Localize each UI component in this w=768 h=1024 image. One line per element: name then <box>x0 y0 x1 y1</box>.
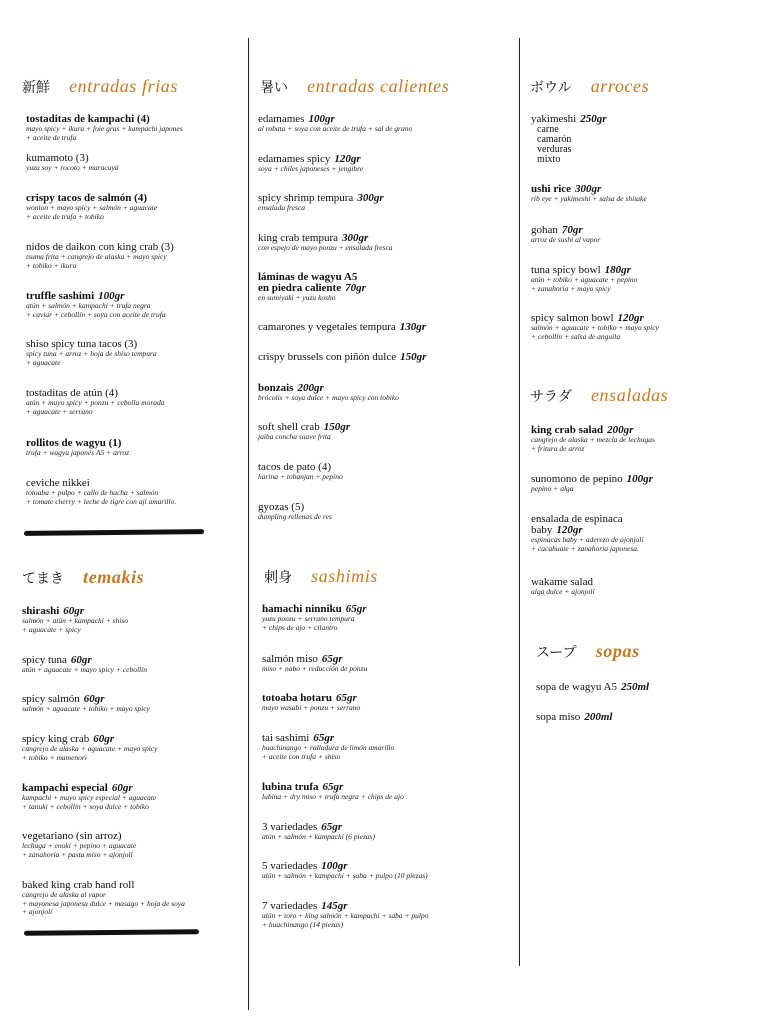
menu-item <box>262 782 513 802</box>
item-name: crispy tacos de salmón (4) <box>26 192 147 204</box>
menu-item <box>26 339 248 367</box>
item-name: edamames <box>258 113 305 125</box>
item-price: 65gr <box>313 732 335 744</box>
section-title: entradas frias <box>69 76 179 96</box>
menu-item <box>262 822 513 842</box>
item-price: 60gr <box>83 693 105 705</box>
menu-item <box>258 383 513 403</box>
menu-item <box>26 242 248 270</box>
item-name: king crab tempura <box>258 232 339 244</box>
item-price: 100gr <box>626 473 653 485</box>
column-divider-right <box>519 38 520 966</box>
item-price: 65gr <box>322 781 344 793</box>
item-price: 300gr <box>342 232 369 244</box>
item-name: 3 variedades <box>262 821 318 833</box>
item-description: cangrejo de alaska + mezcla de lechugas + fritura de arroz <box>531 435 655 453</box>
item-description: cangrejo de alaska al vapor + mayonesa japonesa dulce + masago + hoja de soya + ajonjolí <box>22 890 185 917</box>
menu-item <box>26 388 248 416</box>
section-header <box>260 76 449 97</box>
section-header <box>536 641 640 662</box>
section-title: temakis <box>83 567 145 587</box>
item-description: cangrejo de alaska + aguacate + mayo spicy + tobiko + mamenori <box>22 744 158 762</box>
item-name: wakame salad <box>531 576 593 588</box>
item-price: 200ml <box>584 711 613 723</box>
item-price: 60gr <box>63 605 85 617</box>
menu-item <box>531 514 760 553</box>
item-name: truffle sashimi <box>26 290 95 302</box>
item-price: 65gr <box>335 692 357 704</box>
section-title: sopas <box>595 641 640 661</box>
item-description: arroz de sushi al vapor <box>531 235 601 244</box>
item-name: soft shell crab <box>258 421 320 433</box>
menu-item <box>531 225 760 245</box>
menu-item <box>26 478 248 506</box>
section-header <box>22 76 178 97</box>
item-options: carne camarón verduras mixto <box>537 124 572 165</box>
menu-item <box>531 474 760 494</box>
section-title: arroces <box>590 76 650 96</box>
menu-item <box>26 193 248 221</box>
item-description: lechuga + enoki + pepino + aguacate + zanahoria + pasta miso + ajonjolí <box>22 841 137 859</box>
item-name: rollitos de wagyu (1) <box>26 437 122 449</box>
item-name: hamachi ninniku <box>262 603 342 615</box>
item-name: tai sashimi <box>262 732 310 744</box>
item-name: shirashi <box>22 605 60 617</box>
item-price: 60gr <box>111 782 133 794</box>
menu-item <box>531 265 760 293</box>
item-name: spicy shrimp tempura <box>258 192 354 204</box>
menu-item <box>26 291 248 319</box>
menu-item <box>22 694 248 714</box>
item-name: sopa de wagyu A5 <box>536 681 617 693</box>
menu-item <box>22 655 248 675</box>
item-description: lubina + dry miso + trufa negra + chips de ajo <box>262 792 404 801</box>
menu-item <box>258 272 513 303</box>
section-kanji: てまき <box>22 570 64 587</box>
item-name: spicy tuna <box>22 654 67 666</box>
item-description: rib eye + yakimeshi + salsa de shitake <box>531 194 647 203</box>
item-description: huachinango + ralladura de limón amarillo + aceite con trufa + shiso <box>262 743 395 761</box>
item-price: 70gr <box>561 224 583 236</box>
item-name: spicy salmón <box>22 693 80 705</box>
menu-item <box>22 606 248 634</box>
menu-item <box>26 153 248 173</box>
item-description: salmón + aguacate + tobiko + mayo spicy <box>22 704 150 713</box>
item-price: 150gr <box>323 421 350 433</box>
item-name: yakimeshi <box>531 113 577 125</box>
item-price: 200gr <box>297 382 324 394</box>
item-name: kampachi especial <box>22 782 108 794</box>
item-description: yuzu soy + rocoto + maracuyá <box>26 163 119 172</box>
item-description: kampachi + mayo spicy especial + aguacate + tanuki + cebollín + soya dulce + tobiko <box>22 793 157 811</box>
section-title: entradas calientes <box>307 76 450 96</box>
item-price: 60gr <box>93 733 114 745</box>
item-price: 145gr <box>321 900 348 912</box>
item-description: trufa + wagyu japonés A5 + arroz <box>26 448 130 457</box>
item-price: 65gr <box>321 821 343 833</box>
brush-stroke-divider <box>24 929 199 936</box>
item-price: 100gr <box>308 113 335 125</box>
item-description: dumpling rellenas de res <box>258 512 332 521</box>
item-description: salmón + atún + kampachi + shiso + aguacate + spicy <box>22 616 129 634</box>
menu-item <box>258 422 513 442</box>
section-title: sashimis <box>311 566 378 586</box>
item-name: lubina trufa <box>262 781 319 793</box>
menu-item <box>258 233 513 253</box>
item-description: harina + tobanjan + pepino <box>258 472 343 481</box>
item-description: atún + toro + king salmón + kampachi + saba + pulpo + huachinango (14 piezas) <box>262 911 429 929</box>
section-kanji: 暑い <box>260 79 288 96</box>
item-name: spicy king crab <box>22 733 90 745</box>
item-name: tuna spicy bowl <box>531 264 601 276</box>
item-description: totoaba + pulpo + callo de hacha + salmón + tomate cherry + leche de tigre con ají amarillo. <box>26 488 177 506</box>
menu-item <box>262 901 513 929</box>
item-name: king crab salad <box>531 424 604 436</box>
item-description: spicy tuna + arroz + hoja de shiso tempura + aguacate <box>26 349 157 367</box>
item-price: 100gr <box>98 290 125 302</box>
item-name: sopa miso <box>536 711 581 723</box>
item-name: 5 variedades <box>262 860 318 872</box>
item-price: 120gr <box>617 312 644 324</box>
item-price: 60gr <box>70 654 92 666</box>
item-name: nidos de daikon con king crab (3) <box>26 241 174 253</box>
item-name: edamames spicy <box>258 153 331 165</box>
item-description: mayo wasabi + ponzu + serrano <box>262 703 361 712</box>
item-price: 130gr <box>399 321 427 333</box>
item-name: spicy salmon bowl <box>531 312 614 324</box>
menu-item <box>262 861 513 881</box>
menu-item <box>258 352 513 363</box>
menu-item <box>258 193 513 213</box>
item-description: tsuma frita + cangrejo de alaska + mayo spicy + tobiko + ikura <box>26 252 167 270</box>
item-price: 250gr <box>580 113 607 125</box>
item-description: con espejo de mayo ponzu + ensalada fresca <box>258 243 393 252</box>
section-kanji: 刺身 <box>264 569 292 586</box>
item-description: al robata + soya con aceite de trufa + sal de grano <box>258 124 413 133</box>
menu-item <box>26 438 248 458</box>
item-description: atún + mayo spicy + ponzu + cebolla morada + aguacate + serrano <box>26 398 165 416</box>
section-kanji: 新鮮 <box>22 79 50 96</box>
menu-item <box>531 425 760 453</box>
section-header <box>530 76 649 97</box>
item-name: gohan <box>531 224 558 236</box>
menu-item <box>262 604 513 632</box>
item-name: bonzais <box>258 382 294 394</box>
item-price: 120gr <box>556 524 583 536</box>
menu-item <box>22 880 248 917</box>
section-header <box>22 567 144 588</box>
item-name: tacos de pato (4) <box>258 461 331 473</box>
item-name: gyozas (5) <box>258 501 305 513</box>
menu-item <box>258 154 513 174</box>
item-description: miso + nabo + reducción de ponzu <box>262 664 368 673</box>
menu-item <box>258 502 513 522</box>
item-name: tostaditas de atún (4) <box>26 387 118 399</box>
menu-item <box>536 682 760 693</box>
item-name: sunomono de pepino <box>531 473 623 485</box>
menu-item <box>262 693 513 713</box>
item-description: pepino + alga <box>531 484 574 493</box>
item-description: atún + aguacate + mayo spicy + cebollín <box>22 665 147 674</box>
item-name: crispy brussels con piñón dulce <box>258 351 397 363</box>
menu-item <box>22 783 248 811</box>
menu-item <box>531 313 760 341</box>
item-description: yuzu ponzu + serrano tempura + chips de ajo + cilantro <box>262 614 355 632</box>
item-price: 65gr <box>345 603 367 615</box>
item-description: wonton + mayo spicy + salmón + aguacate + aceite de trufa + tobiko <box>26 203 158 221</box>
menu-item <box>536 712 760 723</box>
section-kanji: サラダ <box>530 388 572 405</box>
item-name: baked king crab hand roll <box>22 879 135 891</box>
section-kanji: ボウル <box>530 79 572 96</box>
item-description: atún + salmón + kampachi + saba + pulpo (10 piezas) <box>262 871 428 880</box>
item-name: salmón miso <box>262 653 318 665</box>
section-header <box>530 385 668 406</box>
item-description: atún + tobiko + aguacate + pepino + zanahoria + mayo spicy <box>531 275 638 293</box>
menu-item <box>262 654 513 674</box>
menu-item <box>258 462 513 482</box>
item-price: 150gr <box>400 351 427 363</box>
item-description: soya + chiles japoneses + jengibre <box>258 164 364 173</box>
section-kanji: スープ <box>536 644 577 661</box>
menu-item <box>531 184 760 204</box>
menu-item <box>531 114 760 165</box>
item-description: salmón + aguacate + tobiko + mayo spicy + cebollín + salsa de anguila <box>531 323 659 341</box>
item-name: tostaditas de kampachi (4) <box>26 113 150 125</box>
item-name: ensalada de espinaca baby <box>531 513 623 536</box>
item-price: 300gr <box>575 183 602 195</box>
item-price: 300gr <box>357 192 384 204</box>
menu-item <box>22 831 248 859</box>
item-description: atún + salmón + kampachi (6 piezas) <box>262 832 376 841</box>
item-name: camarones y vegetales tempura <box>258 321 396 333</box>
item-name: totoaba hotaru <box>262 692 332 704</box>
item-description: brócolis + soya dulce + mayo spicy con tobiko <box>258 393 399 402</box>
item-price: 200gr <box>607 424 634 436</box>
item-name: kumamoto (3) <box>26 152 89 164</box>
item-price: 120gr <box>334 153 361 165</box>
item-price: 100gr <box>321 860 348 872</box>
section-title: ensaladas <box>590 385 669 405</box>
item-description: jaiba concha suave frita <box>258 432 331 441</box>
item-description: en sumiyaki + yuzu kosho <box>258 293 336 302</box>
menu-item <box>258 322 513 333</box>
item-price: 180gr <box>604 264 631 276</box>
item-price: 250ml <box>620 681 650 693</box>
column-divider-left <box>248 38 249 1010</box>
item-price: 65gr <box>321 653 343 665</box>
item-name: 7 variedades <box>262 900 318 912</box>
section-header <box>264 566 378 587</box>
item-name: ushi rice <box>531 183 572 195</box>
menu-item <box>26 114 248 142</box>
item-description: espinacas baby + aderezo de ajonjolí + cacahuate + zanahoria japonesa. <box>531 535 644 553</box>
menu-item <box>258 114 513 134</box>
item-name: shiso spicy tuna tacos (3) <box>26 338 138 350</box>
item-description: ensalada fresca <box>258 203 306 212</box>
item-description: atún + salmón + kampachi + trufa negra + caviar + cebollín + soya con aceite de trufa <box>26 301 166 319</box>
menu-item <box>22 734 248 762</box>
item-name: láminas de wagyu A5 en piedra caliente <box>258 271 358 294</box>
menu-item <box>262 733 513 761</box>
brush-stroke-divider <box>24 529 204 536</box>
item-description: mayo spicy + ikura + foie gras + kampachi japones + aceite de trufa <box>26 124 183 142</box>
item-price: 70gr <box>345 282 366 294</box>
item-name: ceviche nikkei <box>26 477 90 489</box>
item-name: vegetariano (sin arroz) <box>22 830 122 842</box>
menu-item <box>531 577 760 597</box>
item-description: alga dulce + ajonjolí <box>531 587 595 596</box>
